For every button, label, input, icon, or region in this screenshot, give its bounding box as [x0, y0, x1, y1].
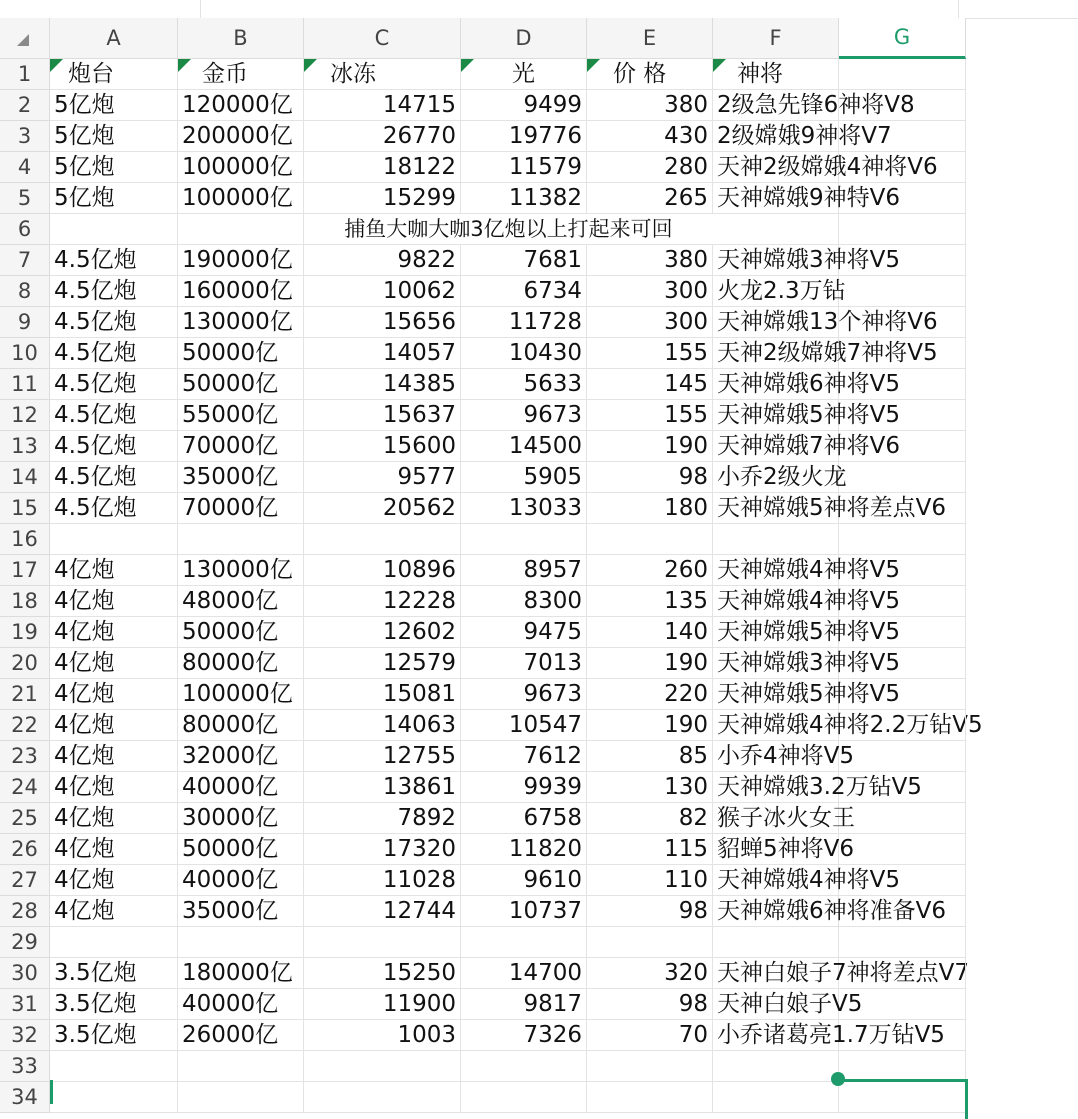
cell-b[interactable]: 40000亿 — [178, 772, 304, 803]
cell-f[interactable]: 天神嫦娥3.2万钻V5 — [713, 772, 839, 803]
cell[interactable] — [839, 617, 966, 648]
cell[interactable] — [839, 1051, 966, 1082]
cell-c[interactable]: 14057 — [304, 338, 461, 369]
comment-marker-icon — [304, 59, 317, 72]
row-header[interactable]: 28 — [0, 896, 50, 927]
row-header[interactable]: 24 — [0, 772, 50, 803]
header-cell-text: 神将 — [737, 61, 783, 87]
cell-d[interactable]: 9673 — [461, 679, 587, 710]
cell-c[interactable]: 15656 — [304, 307, 461, 338]
cell-d[interactable]: 7681 — [461, 245, 587, 276]
column-header-f[interactable]: F — [713, 18, 839, 59]
cell-e[interactable]: 115 — [587, 834, 713, 865]
cell-d[interactable]: 13033 — [461, 493, 587, 524]
cell-e[interactable]: 180 — [587, 493, 713, 524]
cell-a[interactable]: 4.5亿炮 — [50, 307, 178, 338]
cell-c[interactable]: 26770 — [304, 121, 461, 152]
cell-e[interactable]: 135 — [587, 586, 713, 617]
select-all-icon — [17, 34, 29, 46]
row-header[interactable]: 22 — [0, 710, 50, 741]
cell-c[interactable]: 12602 — [304, 617, 461, 648]
row-header[interactable]: 5 — [0, 183, 50, 214]
cell-c[interactable] — [304, 927, 461, 958]
cell-e[interactable]: 82 — [587, 803, 713, 834]
cell-a[interactable]: 4亿炮 — [50, 617, 178, 648]
cell-a[interactable]: 4亿炮 — [50, 896, 178, 927]
cell-a[interactable]: 3.5亿炮 — [50, 958, 178, 989]
cell-f[interactable] — [713, 524, 839, 555]
cell-e[interactable]: 110 — [587, 865, 713, 896]
cell-d[interactable] — [461, 927, 587, 958]
header-cell[interactable] — [713, 59, 839, 90]
cell-b[interactable]: 40000亿 — [178, 989, 304, 1020]
cell-f[interactable]: 2级急先锋6神将V8 — [713, 90, 839, 121]
cell-a[interactable] — [50, 524, 178, 555]
cell-b[interactable]: 55000亿 — [178, 400, 304, 431]
cell-d[interactable]: 14500 — [461, 431, 587, 462]
cell-f[interactable]: 天神白娘子V5 — [713, 989, 839, 1020]
cell-c[interactable]: 10896 — [304, 555, 461, 586]
row-header[interactable]: 16 — [0, 524, 50, 555]
cell-d[interactable]: 10737 — [461, 896, 587, 927]
cell-b[interactable]: 40000亿 — [178, 865, 304, 896]
cell-c[interactable]: 11028 — [304, 865, 461, 896]
comment-marker-icon — [587, 59, 600, 72]
select-all-corner[interactable] — [0, 18, 50, 59]
cell-e[interactable]: 190 — [587, 710, 713, 741]
cell-e[interactable]: 98 — [587, 896, 713, 927]
cell-e[interactable]: 140 — [587, 617, 713, 648]
cell-e[interactable]: 320 — [587, 958, 713, 989]
cell-b[interactable]: 35000亿 — [178, 896, 304, 927]
cell-b[interactable]: 50000亿 — [178, 617, 304, 648]
cell-a[interactable]: 5亿炮 — [50, 121, 178, 152]
row-header[interactable]: 17 — [0, 555, 50, 586]
cell-d[interactable]: 9939 — [461, 772, 587, 803]
cell[interactable] — [839, 431, 966, 462]
cell-c[interactable]: 20562 — [304, 493, 461, 524]
cell-a[interactable]: 4.5亿炮 — [50, 276, 178, 307]
cell-e[interactable]: 300 — [587, 307, 713, 338]
toolbar-divider — [958, 0, 959, 18]
cell-d[interactable]: 11579 — [461, 152, 587, 183]
cell-e[interactable]: 155 — [587, 400, 713, 431]
cell-e[interactable]: 70 — [587, 1020, 713, 1051]
cell[interactable] — [839, 121, 966, 152]
header-cell[interactable] — [587, 59, 713, 90]
cell-f[interactable]: 天神嫦娥13个神将V6 — [713, 307, 839, 338]
cell[interactable] — [839, 493, 966, 524]
cell-e[interactable]: 300 — [587, 276, 713, 307]
row-header[interactable]: 23 — [0, 741, 50, 772]
cell-d[interactable]: 5905 — [461, 462, 587, 493]
cell-c[interactable]: 18122 — [304, 152, 461, 183]
cell-a[interactable]: 3.5亿炮 — [50, 1020, 178, 1051]
cell[interactable] — [713, 214, 839, 245]
cell-d[interactable] — [461, 1082, 587, 1113]
cell[interactable] — [839, 679, 966, 710]
cell[interactable] — [839, 245, 966, 276]
cell[interactable] — [839, 896, 966, 927]
cell-c[interactable]: 15081 — [304, 679, 461, 710]
cell-b[interactable] — [178, 927, 304, 958]
cell-b[interactable]: 70000亿 — [178, 431, 304, 462]
cell-d[interactable]: 8957 — [461, 555, 587, 586]
active-cell-indicator — [50, 1080, 53, 1104]
cell-d[interactable]: 11820 — [461, 834, 587, 865]
cell-c[interactable]: 12579 — [304, 648, 461, 679]
cell-d[interactable]: 7326 — [461, 1020, 587, 1051]
cell-b[interactable]: 130000亿 — [178, 307, 304, 338]
cell-f[interactable] — [713, 1082, 839, 1113]
cell-b[interactable]: 50000亿 — [178, 369, 304, 400]
cell-f[interactable]: 小乔4神将V5 — [713, 741, 839, 772]
cell-a[interactable]: 4.5亿炮 — [50, 400, 178, 431]
cell-c[interactable]: 9577 — [304, 462, 461, 493]
cell-a[interactable]: 4亿炮 — [50, 834, 178, 865]
comment-marker-icon — [461, 59, 474, 72]
cell[interactable] — [839, 276, 966, 307]
cell-b[interactable]: 48000亿 — [178, 586, 304, 617]
cell-e[interactable] — [587, 1082, 713, 1113]
cell-c[interactable]: 10062 — [304, 276, 461, 307]
row-header[interactable]: 31 — [0, 989, 50, 1020]
cell-a[interactable]: 4亿炮 — [50, 772, 178, 803]
header-cell-text: 价 格 — [613, 61, 667, 87]
cell-d[interactable]: 9673 — [461, 400, 587, 431]
header-cell-text: 光 — [512, 61, 535, 87]
cell-a[interactable]: 4亿炮 — [50, 865, 178, 896]
row-header[interactable]: 18 — [0, 586, 50, 617]
row-header[interactable]: 29 — [0, 927, 50, 958]
cell[interactable] — [839, 369, 966, 400]
cell[interactable] — [839, 555, 966, 586]
cell-b[interactable]: 70000亿 — [178, 493, 304, 524]
cell-b[interactable]: 130000亿 — [178, 555, 304, 586]
cell[interactable] — [839, 462, 966, 493]
cell-f[interactable]: 火龙2.3万钻 — [713, 276, 839, 307]
toolbar-divider — [200, 0, 201, 18]
cell-d[interactable]: 14700 — [461, 958, 587, 989]
merged-note-cell[interactable]: 捕鱼大咖大咖3亿炮以上打起来可回 — [304, 214, 713, 245]
header-cell-text: 冰冻 — [330, 61, 376, 87]
column-header-d[interactable]: D — [461, 18, 587, 59]
cell-f[interactable]: 天神嫦娥4神将V5 — [713, 865, 839, 896]
cell[interactable] — [178, 214, 304, 245]
header-cell[interactable] — [178, 59, 304, 90]
cell-f[interactable]: 天神嫦娥4神将2.2万钻V5 — [713, 710, 839, 741]
cell-a[interactable]: 4亿炮 — [50, 679, 178, 710]
cell-b[interactable]: 26000亿 — [178, 1020, 304, 1051]
cell-e[interactable]: 380 — [587, 90, 713, 121]
cell-d[interactable]: 11382 — [461, 183, 587, 214]
cell-e[interactable]: 190 — [587, 431, 713, 462]
header-cell[interactable] — [461, 59, 587, 90]
cell-b[interactable] — [178, 1051, 304, 1082]
cell-a[interactable]: 5亿炮 — [50, 152, 178, 183]
cell-c[interactable]: 12228 — [304, 586, 461, 617]
cell[interactable] — [839, 338, 966, 369]
cell-e[interactable] — [587, 1051, 713, 1082]
cell-c[interactable]: 14715 — [304, 90, 461, 121]
cell[interactable] — [839, 710, 966, 741]
cell-e[interactable]: 145 — [587, 369, 713, 400]
cell-d[interactable]: 9610 — [461, 865, 587, 896]
cell-e[interactable] — [587, 524, 713, 555]
cell-d[interactable]: 9499 — [461, 90, 587, 121]
cell-a[interactable]: 4.5亿炮 — [50, 338, 178, 369]
cell-e[interactable]: 260 — [587, 555, 713, 586]
cell-c[interactable]: 14385 — [304, 369, 461, 400]
cell-a[interactable]: 4亿炮 — [50, 648, 178, 679]
cell-f[interactable] — [713, 1051, 839, 1082]
cell-c[interactable]: 12744 — [304, 896, 461, 927]
row-header[interactable]: 25 — [0, 803, 50, 834]
row-header[interactable]: 4 — [0, 152, 50, 183]
cell-c[interactable]: 15250 — [304, 958, 461, 989]
cell-f[interactable]: 天神白娘子7神将差点V7 — [713, 958, 839, 989]
row-header[interactable]: 34 — [0, 1082, 50, 1113]
cell-e[interactable]: 380 — [587, 245, 713, 276]
row-header[interactable]: 14 — [0, 462, 50, 493]
column-header-g[interactable]: G — [839, 18, 966, 59]
cell[interactable] — [839, 586, 966, 617]
cell[interactable] — [50, 214, 178, 245]
cell-b[interactable]: 30000亿 — [178, 803, 304, 834]
cell-a[interactable]: 3.5亿炮 — [50, 989, 178, 1020]
cell-a[interactable] — [50, 1082, 178, 1113]
cell-c[interactable]: 15299 — [304, 183, 461, 214]
column-header-b[interactable]: B — [178, 18, 304, 59]
cell-b[interactable]: 50000亿 — [178, 834, 304, 865]
comment-marker-icon — [50, 59, 63, 72]
cell-a[interactable] — [50, 927, 178, 958]
cell-d[interactable]: 9817 — [461, 989, 587, 1020]
header-cell[interactable] — [304, 59, 461, 90]
cell-b[interactable]: 180000亿 — [178, 958, 304, 989]
column-header-c[interactable]: C — [304, 18, 461, 59]
cell[interactable] — [839, 59, 966, 90]
cell-a[interactable]: 4亿炮 — [50, 586, 178, 617]
cell-f[interactable] — [713, 927, 839, 958]
cell-a[interactable]: 5亿炮 — [50, 90, 178, 121]
cell[interactable] — [839, 865, 966, 896]
cell[interactable] — [839, 772, 966, 803]
cell-d[interactable]: 10547 — [461, 710, 587, 741]
cell-f[interactable]: 天神嫦娥7神将V6 — [713, 431, 839, 462]
cell-b[interactable]: 50000亿 — [178, 338, 304, 369]
cell-e[interactable]: 265 — [587, 183, 713, 214]
row-header[interactable]: 6 — [0, 214, 50, 245]
cell-d[interactable]: 10430 — [461, 338, 587, 369]
cell[interactable] — [839, 1020, 966, 1051]
cell-b[interactable]: 35000亿 — [178, 462, 304, 493]
cell-a[interactable]: 4亿炮 — [50, 741, 178, 772]
cell-f[interactable]: 天神嫦娥5神将差点V6 — [713, 493, 839, 524]
row-header[interactable]: 15 — [0, 493, 50, 524]
cell[interactable] — [839, 958, 966, 989]
header-cell[interactable] — [50, 59, 178, 90]
cell-b[interactable]: 80000亿 — [178, 648, 304, 679]
cell-f[interactable]: 貂蝉5神将V6 — [713, 834, 839, 865]
cell-a[interactable]: 4亿炮 — [50, 555, 178, 586]
cell-d[interactable]: 11728 — [461, 307, 587, 338]
cell[interactable] — [839, 989, 966, 1020]
selection-handle[interactable] — [831, 1072, 845, 1086]
row-header[interactable]: 2 — [0, 90, 50, 121]
row-header[interactable]: 27 — [0, 865, 50, 896]
cell[interactable] — [839, 648, 966, 679]
header-cell-text: 炮台 — [68, 61, 114, 87]
cell-f[interactable]: 天神嫦娥3神将V5 — [713, 245, 839, 276]
cell-a[interactable]: 4亿炮 — [50, 803, 178, 834]
cell-f[interactable]: 天神嫦娥9神特V6 — [713, 183, 839, 214]
cell-b[interactable]: 100000亿 — [178, 183, 304, 214]
cell[interactable] — [839, 90, 966, 121]
cell-e[interactable]: 190 — [587, 648, 713, 679]
cell-e[interactable]: 130 — [587, 772, 713, 803]
cell-f[interactable]: 猴子冰火女王 — [713, 803, 839, 834]
cell-c[interactable]: 15600 — [304, 431, 461, 462]
row-header[interactable]: 33 — [0, 1051, 50, 1082]
cell-f[interactable]: 天神嫦娥6神将V5 — [713, 369, 839, 400]
cell[interactable] — [839, 803, 966, 834]
cell-f[interactable]: 天神嫦娥3神将V5 — [713, 648, 839, 679]
cell-a[interactable]: 4亿炮 — [50, 710, 178, 741]
cell-e[interactable]: 98 — [587, 989, 713, 1020]
cell[interactable] — [839, 524, 966, 555]
cell-b[interactable]: 160000亿 — [178, 276, 304, 307]
cell-b[interactable]: 120000亿 — [178, 90, 304, 121]
row-header[interactable]: 8 — [0, 276, 50, 307]
row-header[interactable]: 3 — [0, 121, 50, 152]
cell-c[interactable]: 13861 — [304, 772, 461, 803]
cell-a[interactable] — [50, 1051, 178, 1082]
column-header-e[interactable]: E — [587, 18, 713, 59]
cell-a[interactable]: 5亿炮 — [50, 183, 178, 214]
top-toolbar-strip — [0, 0, 1078, 19]
cell[interactable] — [839, 927, 966, 958]
cell-f[interactable]: 天神嫦娥5神将V5 — [713, 617, 839, 648]
row-header[interactable]: 19 — [0, 617, 50, 648]
cell[interactable] — [839, 307, 966, 338]
cell-c[interactable]: 17320 — [304, 834, 461, 865]
row-header[interactable]: 7 — [0, 245, 50, 276]
cell-a[interactable]: 4.5亿炮 — [50, 493, 178, 524]
row-header[interactable]: 30 — [0, 958, 50, 989]
cell-d[interactable]: 9475 — [461, 617, 587, 648]
cell-d[interactable]: 5633 — [461, 369, 587, 400]
cell-d[interactable] — [461, 524, 587, 555]
row-header[interactable]: 21 — [0, 679, 50, 710]
cell-e[interactable]: 85 — [587, 741, 713, 772]
row-header[interactable]: 12 — [0, 400, 50, 431]
cell-f[interactable]: 天神嫦娥6神将准备V6 — [713, 896, 839, 927]
cell[interactable] — [839, 214, 966, 245]
cell-c[interactable]: 12755 — [304, 741, 461, 772]
cell[interactable] — [839, 741, 966, 772]
cell-d[interactable]: 7612 — [461, 741, 587, 772]
cell-b[interactable]: 190000亿 — [178, 245, 304, 276]
row-header[interactable]: 9 — [0, 307, 50, 338]
cell-b[interactable]: 200000亿 — [178, 121, 304, 152]
cell-d[interactable]: 6734 — [461, 276, 587, 307]
cell-b[interactable]: 100000亿 — [178, 152, 304, 183]
cell-b[interactable]: 100000亿 — [178, 679, 304, 710]
cell-c[interactable]: 15637 — [304, 400, 461, 431]
cell-c[interactable]: 7892 — [304, 803, 461, 834]
cell-c[interactable]: 14063 — [304, 710, 461, 741]
row-header[interactable]: 32 — [0, 1020, 50, 1051]
cell-b[interactable]: 32000亿 — [178, 741, 304, 772]
row-header[interactable]: 1 — [0, 59, 50, 90]
cell-b[interactable]: 80000亿 — [178, 710, 304, 741]
cell-a[interactable]: 4.5亿炮 — [50, 369, 178, 400]
header-cell-text: 金币 — [202, 61, 248, 87]
cell-b[interactable] — [178, 524, 304, 555]
cell-c[interactable] — [304, 1082, 461, 1113]
cell[interactable] — [839, 400, 966, 431]
column-header-a[interactable]: A — [50, 18, 178, 59]
cell-c[interactable]: 11900 — [304, 989, 461, 1020]
cell-f[interactable]: 天神2级嫦娥4神将V6 — [713, 152, 839, 183]
row-header[interactable]: 10 — [0, 338, 50, 369]
cell-c[interactable] — [304, 524, 461, 555]
cell-d[interactable]: 8300 — [461, 586, 587, 617]
cell-e[interactable]: 280 — [587, 152, 713, 183]
cell-e[interactable]: 98 — [587, 462, 713, 493]
comment-marker-icon — [178, 59, 191, 72]
row-header[interactable]: 26 — [0, 834, 50, 865]
comment-marker-icon — [713, 59, 726, 72]
cell-f[interactable]: 小乔2级火龙 — [713, 462, 839, 493]
cell-f[interactable]: 天神嫦娥5神将V5 — [713, 679, 839, 710]
cell[interactable] — [839, 183, 966, 214]
cell-d[interactable]: 6758 — [461, 803, 587, 834]
cell-e[interactable]: 220 — [587, 679, 713, 710]
cell[interactable] — [839, 834, 966, 865]
row-header[interactable]: 20 — [0, 648, 50, 679]
cell-e[interactable]: 430 — [587, 121, 713, 152]
selection-box[interactable] — [838, 1079, 968, 1119]
cell-d[interactable]: 7013 — [461, 648, 587, 679]
cell-f[interactable]: 天神嫦娥5神将V5 — [713, 400, 839, 431]
cell-f[interactable]: 天神2级嫦娥7神将V5 — [713, 338, 839, 369]
cell-a[interactable]: 4.5亿炮 — [50, 431, 178, 462]
cell-a[interactable]: 4.5亿炮 — [50, 245, 178, 276]
cell-c[interactable]: 9822 — [304, 245, 461, 276]
row-header[interactable]: 11 — [0, 369, 50, 400]
cell[interactable] — [839, 152, 966, 183]
cell-b[interactable] — [178, 1082, 304, 1113]
cell-d[interactable]: 19776 — [461, 121, 587, 152]
cell-e[interactable] — [587, 927, 713, 958]
cell-f[interactable]: 2级嫦娥9神将V7 — [713, 121, 839, 152]
cell-c[interactable] — [304, 1051, 461, 1082]
cell-d[interactable] — [461, 1051, 587, 1082]
cell-e[interactable]: 155 — [587, 338, 713, 369]
cell-c[interactable]: 1003 — [304, 1020, 461, 1051]
cell-f[interactable]: 小乔诸葛亮1.7万钻V5 — [713, 1020, 839, 1051]
cell-a[interactable]: 4.5亿炮 — [50, 462, 178, 493]
cell-f[interactable]: 天神嫦娥4神将V5 — [713, 586, 839, 617]
cell-f[interactable]: 天神嫦娥4神将V5 — [713, 555, 839, 586]
row-header[interactable]: 13 — [0, 431, 50, 462]
